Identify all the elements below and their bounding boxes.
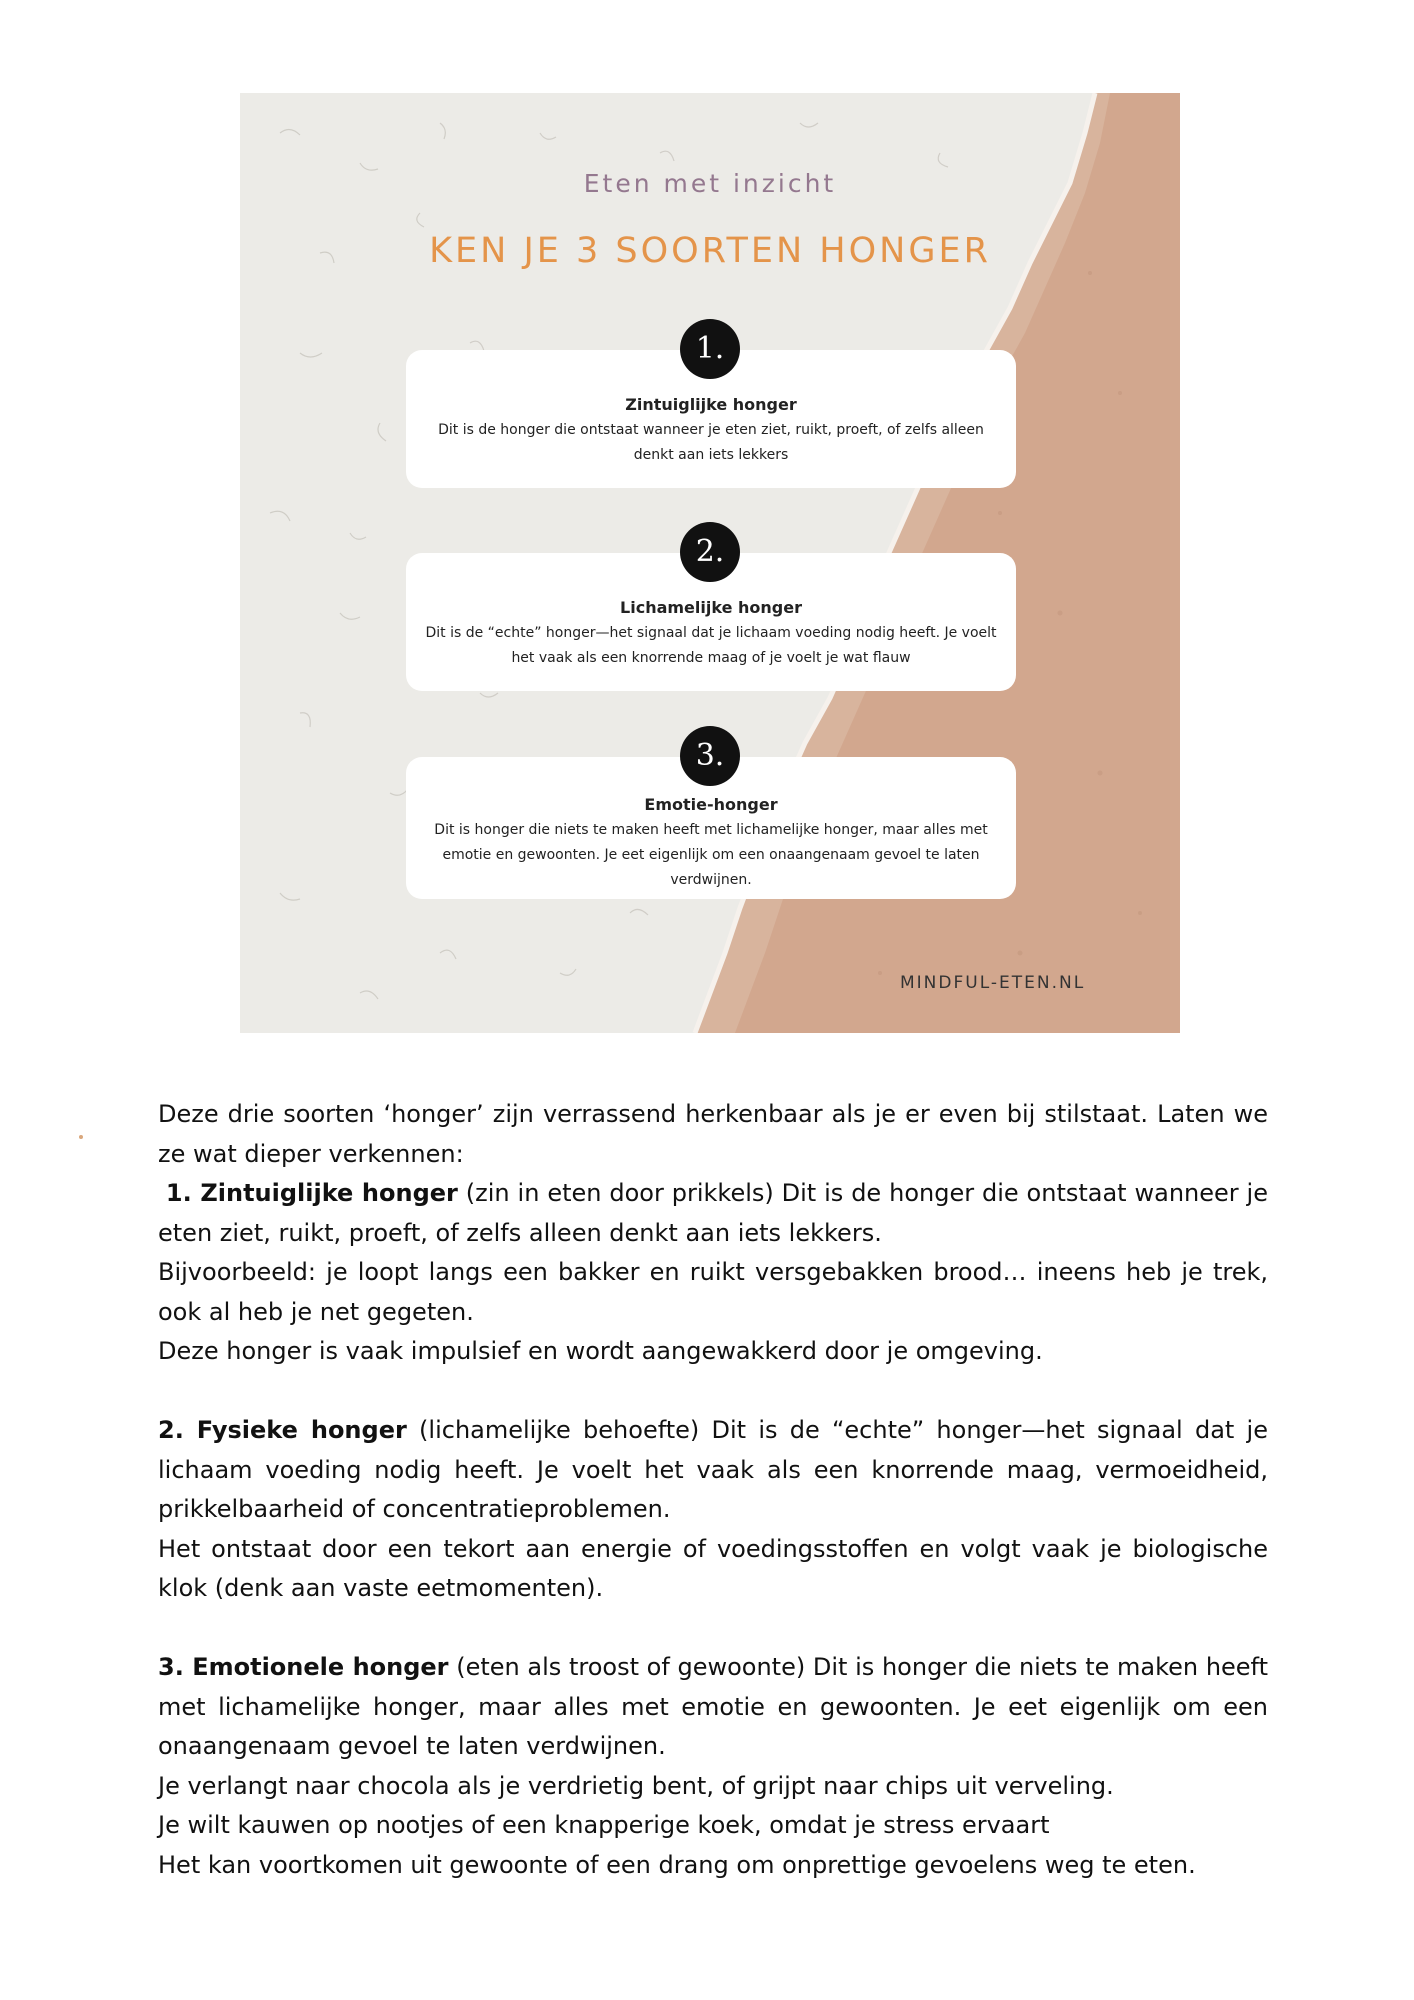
section-3-example-1: Je verlangt naar chocola als je verdrietig bent, of grijpt naar chips uit verveling. bbox=[158, 1771, 1114, 1800]
section-2-paragraph bbox=[158, 1411, 1268, 1530]
section-2-title: 2. Fysieke honger bbox=[158, 1416, 407, 1444]
infographic-headline: KEN JE 3 SOORTEN HONGER bbox=[429, 231, 991, 271]
card-body: Dit is de honger die ontstaat wanneer je eten ziet, ruikt, proeft, of zelfs alleen denkt aan iets lekkers bbox=[438, 422, 984, 463]
section-3-title: 3. Emotionele honger bbox=[158, 1653, 449, 1681]
brand-label: MINDFUL-ETEN.NL bbox=[900, 973, 1086, 993]
section-3-text: (eten als troost of gewoonte) Dit is honger die niets te maken heeft met lichamelijke honger, maar alles met emotie en gewoonten. Je eet eigenlijk om een onaangenaam gevoel te laten verdwijnen. bbox=[158, 1653, 1268, 1760]
card-body: Dit is de “echte” honger—het signaal dat je lichaam voeding nodig heeft. Je voelt het vaak als een knorrende maag of je voelt je wat flauw bbox=[425, 625, 997, 666]
section-1-title: 1. Zintuiglijke honger bbox=[165, 1179, 458, 1207]
article-text bbox=[158, 1095, 1268, 1885]
number-badge-3: 3. bbox=[680, 726, 740, 786]
number-badge-2: 2. bbox=[680, 522, 740, 582]
card-body: Dit is honger die niets te maken heeft met lichamelijke honger, maar alles met emotie en gewoonten. Je eet eigenlijk om een onaangenaam gevoel te laten verdwijnen. bbox=[434, 822, 988, 888]
section-3-example-2: Je wilt kauwen op nootjes of een knapperige koek, omdat je stress ervaart bbox=[158, 1811, 1050, 1839]
infographic-eyebrow: Eten met inzicht bbox=[583, 169, 837, 198]
section-2-text: (lichamelijke behoefte) Dit is de “echte” honger—het signaal dat je lichaam voeding nodig heeft. Je voelt het vaak als een knorrende maag, vermoeidheid, prikkelbaarheid of concentratieproblemen. bbox=[158, 1416, 1268, 1523]
card-title: Zintuiglijke honger bbox=[625, 395, 797, 414]
section-1-note: Deze honger is vaak impulsief en wordt aangewakkerd door je omgeving. bbox=[158, 1337, 1043, 1365]
section-2-note: Het ontstaat door een tekort aan energie of voedingsstoffen en volgt vaak je biologische klok (denk aan vaste eetmomenten). bbox=[158, 1534, 1268, 1602]
intro-paragraph: Deze drie soorten ‘honger’ zijn verrassend herkenbaar als je er even bij stilstaat. Laten we ze wat dieper verkennen: bbox=[158, 1100, 1268, 1168]
section-1-text: (zin in eten door prikkels) Dit is de honger die ontstaat wanneer je eten ziet, ruikt, proeft, of zelfs alleen denkt aan iets lekkers. bbox=[158, 1179, 1268, 1247]
section-1-paragraph bbox=[158, 1174, 1268, 1253]
card-title: Lichamelijke honger bbox=[620, 598, 802, 617]
card-title: Emotie-honger bbox=[644, 795, 778, 814]
infographic-image bbox=[240, 93, 1180, 1033]
section-1-example: Bijvoorbeeld: je loopt langs een bakker en ruikt versgebakken brood… ineens heb je trek, ook al heb je net gegeten. bbox=[158, 1258, 1268, 1326]
section-3-paragraph bbox=[158, 1648, 1268, 1767]
number-badge-1: 1. bbox=[680, 319, 740, 379]
section-3-note: Het kan voortkomen uit gewoonte of een drang om onprettige gevoelens weg te eten. bbox=[158, 1850, 1196, 1879]
decorative-dot bbox=[79, 1135, 83, 1139]
